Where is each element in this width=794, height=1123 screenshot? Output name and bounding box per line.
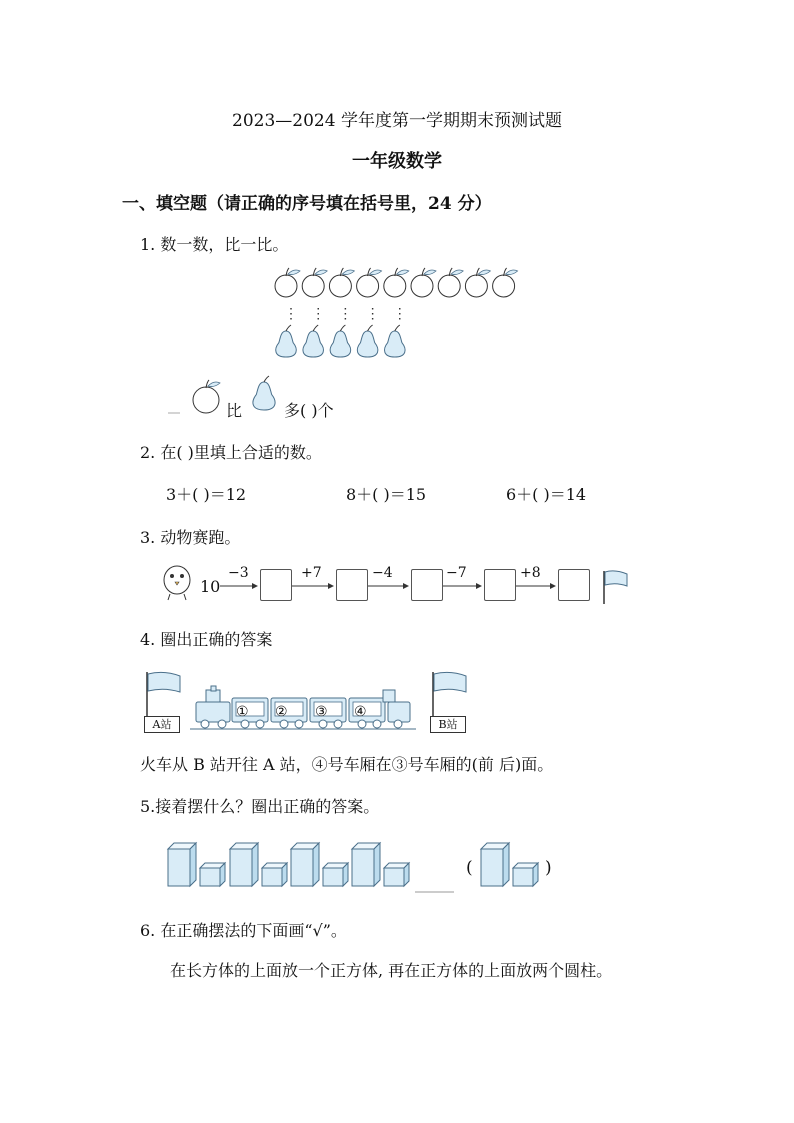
dotted-link: ⋮ [284, 306, 298, 322]
option-tall-block [481, 843, 509, 886]
q2-equation-3: 6＋( )＝14 [506, 485, 587, 504]
train-car-1-label: ① [236, 704, 249, 720]
small-cube-4 [384, 863, 409, 886]
train-car-3-label: ③ [315, 704, 328, 720]
q3-op-4: −7 [446, 565, 467, 581]
q1-compare-more: 多( )个 [284, 401, 334, 420]
q3-op-5: +8 [520, 565, 541, 581]
q3-op-1: −3 [228, 565, 249, 581]
station-a-sign: A站 [144, 716, 180, 733]
station-b-sign: B站 [430, 716, 466, 733]
q1-label: 1. 数一数，比一比。 [140, 235, 289, 254]
q4-sentence: 火车从 B 站开往 A 站，④号车厢在③号车厢的(前 后)面。 [140, 755, 554, 774]
small-cube-2 [262, 863, 287, 886]
tall-block-2 [230, 843, 258, 886]
dotted-link: ⋮ [311, 306, 326, 322]
q1-compare-bi: 比 [226, 401, 243, 420]
dotted-link: ⋮ [338, 306, 353, 322]
small-cube-3 [323, 863, 348, 886]
option-small-cube [513, 863, 538, 886]
exam-title: 2023—2024 学年度第一学期期末预测试题 [232, 111, 562, 131]
tall-block-3 [291, 843, 319, 886]
q2-equation-1: 3＋( )＝12 [166, 485, 247, 504]
tall-block-4 [352, 843, 380, 886]
train-car-2-label: ② [275, 704, 288, 720]
q6-sentence: 在长方体的上面放一个正方体, 再在正方体的上面放两个圆柱。 [170, 961, 613, 980]
q5-label: 5.接着摆什么？圈出正确的答案。 [140, 797, 380, 816]
q2-label: 2. 在( )里填上合适的数。 [140, 443, 322, 462]
tall-block-1 [168, 843, 196, 886]
train-car-4-label: ④ [354, 704, 367, 720]
dotted-link: ⋮ [365, 306, 380, 322]
small-cube-1 [200, 863, 225, 886]
dotted-link: ⋮ [392, 306, 407, 322]
q4-label: 4. 圈出正确的答案 [140, 630, 273, 649]
q3-start-number: 10 [200, 577, 221, 596]
q6-label: 6. 在正确摆法的下面画“√”。 [140, 921, 347, 940]
section-heading: 一、填空题（请正确的序号填在括号里，24 分） [122, 194, 492, 214]
q5-paren-open: ( [466, 858, 473, 878]
q3-op-2: +7 [301, 565, 322, 581]
q3-label: 3. 动物赛跑。 [140, 528, 241, 547]
q2-equation-2: 8＋( )＝15 [346, 485, 427, 504]
q5-paren-close: ) [545, 858, 552, 878]
exam-subtitle: 一年级数学 [352, 151, 442, 172]
q3-op-3: −4 [372, 565, 393, 581]
